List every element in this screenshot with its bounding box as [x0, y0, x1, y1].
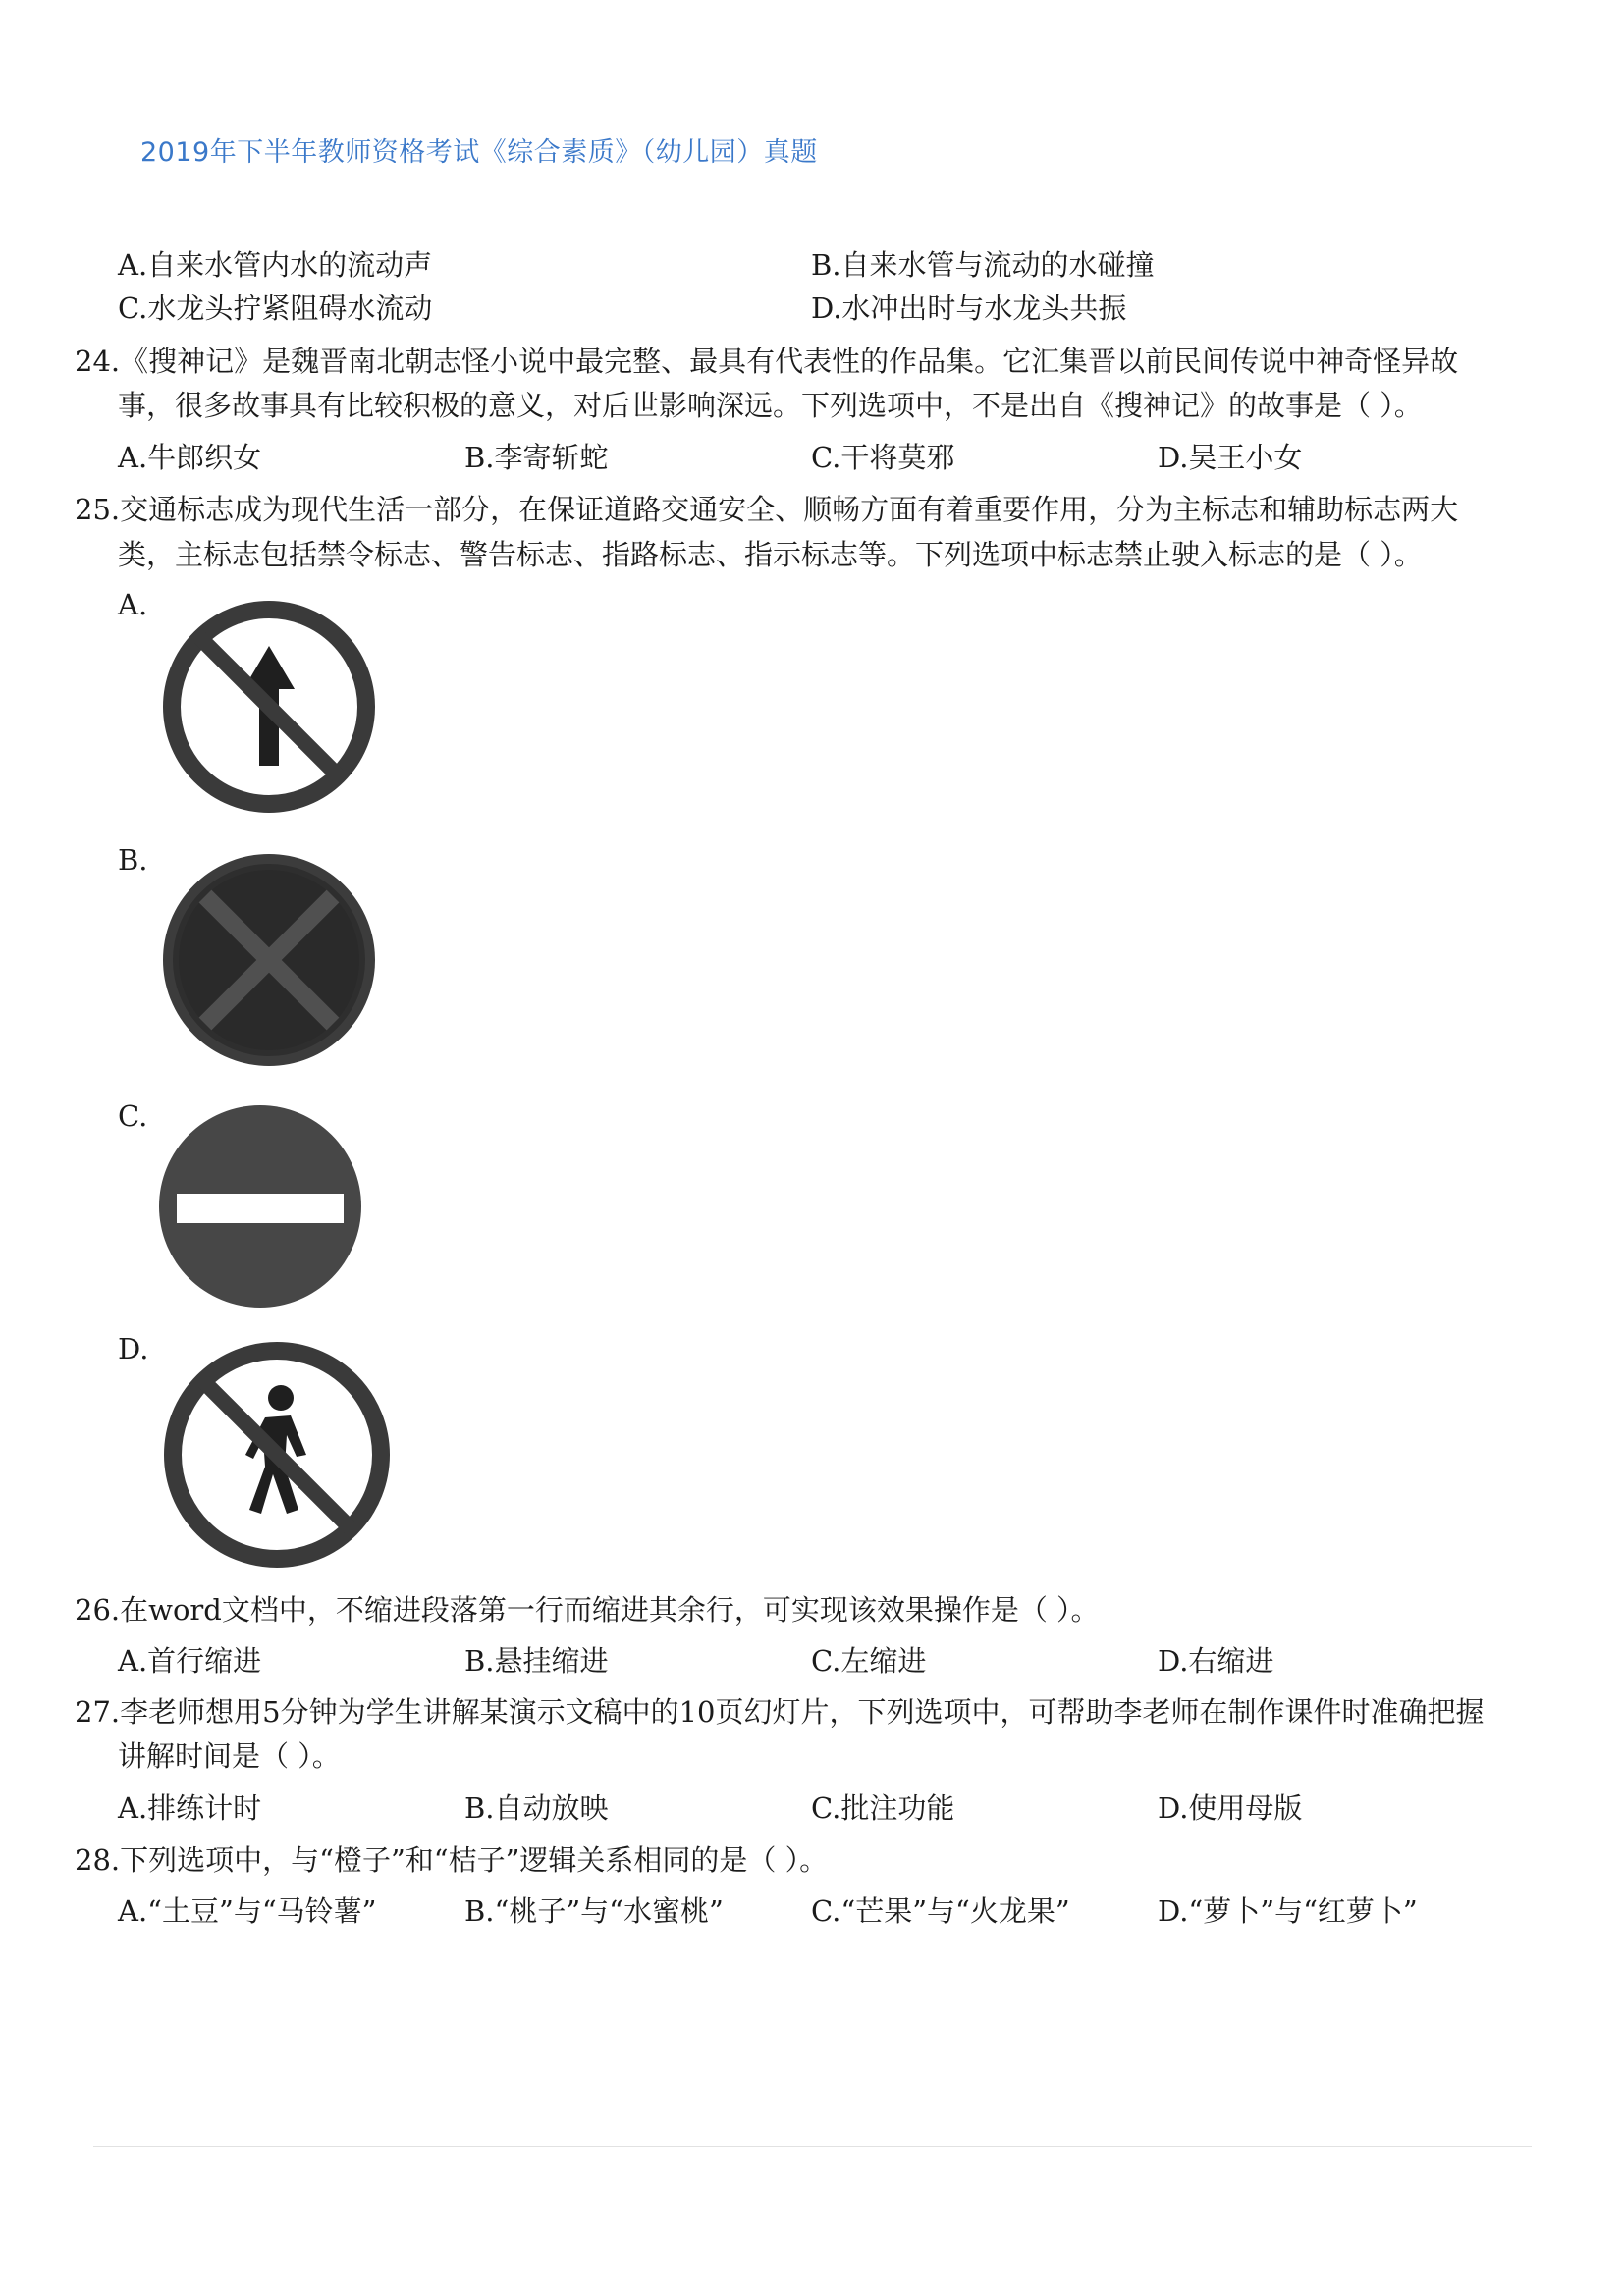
no-stopping-sign-icon: [159, 850, 379, 1070]
q23-option-d: D.水冲出时与水龙头共振: [811, 292, 1127, 325]
q27-option-d: D.使用母版: [1158, 1791, 1303, 1825]
document-title: 2019年下半年教师资格考试《综合素质》（幼儿园）真题: [140, 137, 818, 168]
q27-stem-line-1: 27.李老师想用5分钟为学生讲解某演示文稿中的10页幻灯片，下列选项中，可帮助李老师在制作课件时准确把握: [75, 1695, 1485, 1729]
q25-stem-line-2: 类，主标志包括禁令标志、警告标志、指路标志、指示标志等。下列选项中标志禁止驶入标志的是（ ）。: [118, 538, 1423, 571]
q25-option-b-label: B.: [118, 843, 148, 877]
q25-option-c-label: C.: [118, 1099, 148, 1133]
q27-option-b: B.自动放映: [464, 1791, 609, 1825]
no-entry-sign-icon: [157, 1103, 363, 1309]
q24-option-b: B.李寄斩蛇: [464, 441, 609, 474]
q25-option-a-label: A.: [118, 588, 148, 621]
no-straight-ahead-sign-icon: [159, 597, 379, 817]
q28-option-a: A.“土豆”与“马铃薯”: [118, 1895, 377, 1928]
no-pedestrians-sign-icon: [159, 1337, 395, 1573]
q25-option-d-label: D.: [118, 1332, 149, 1365]
q28-stem-line-1: 28.下列选项中，与“橙子”和“桔子”逻辑关系相同的是（ ）。: [75, 1843, 829, 1877]
q26-option-d: D.右缩进: [1158, 1644, 1274, 1678]
q28-option-c: C.“芒果”与“火龙果”: [811, 1895, 1070, 1928]
q24-stem-line-2: 事，很多故事具有比较积极的意义，对后世影响深远。下列选项中，不是出自《搜神记》的故事是（ ）。: [118, 389, 1423, 422]
q27-option-c: C.批注功能: [811, 1791, 955, 1825]
q24-option-c: C.干将莫邪: [811, 441, 955, 474]
q28-option-d: D.“萝卜”与“红萝卜”: [1158, 1895, 1418, 1928]
q28-option-b: B.“桃子”与“水蜜桃”: [464, 1895, 724, 1928]
q26-option-a: A.首行缩进: [118, 1644, 262, 1678]
q24-option-d: D.吴王小女: [1158, 441, 1303, 474]
q26-option-c: C.左缩进: [811, 1644, 927, 1678]
q23-option-b: B.自来水管与流动的水碰撞: [811, 248, 1155, 282]
q26-stem-line-1: 26.在word文档中，不缩进段落第一行而缩进其余行，可实现该效果操作是（ ）。: [75, 1593, 1100, 1627]
q24-option-a: A.牛郎织女: [118, 441, 262, 474]
q27-option-a: A.排练计时: [118, 1791, 262, 1825]
q23-option-a: A.自来水管内水的流动声: [118, 248, 433, 282]
q27-stem-line-2: 讲解时间是（ ）。: [118, 1739, 341, 1773]
q24-stem-line-1: 24.《搜神记》是魏晋南北朝志怪小说中最完整、最具有代表性的作品集。它汇集晋以前民间传说中神奇怪异故: [75, 345, 1459, 378]
q23-option-c: C.水龙头拧紧阻碍水流动: [118, 292, 433, 325]
q25-stem-line-1: 25.交通标志成为现代生活一部分，在保证道路交通安全、顺畅方面有着重要作用，分为主标志和辅助标志两大: [75, 493, 1459, 526]
footer-divider: [93, 2146, 1532, 2147]
q26-option-b: B.悬挂缩进: [464, 1644, 609, 1678]
